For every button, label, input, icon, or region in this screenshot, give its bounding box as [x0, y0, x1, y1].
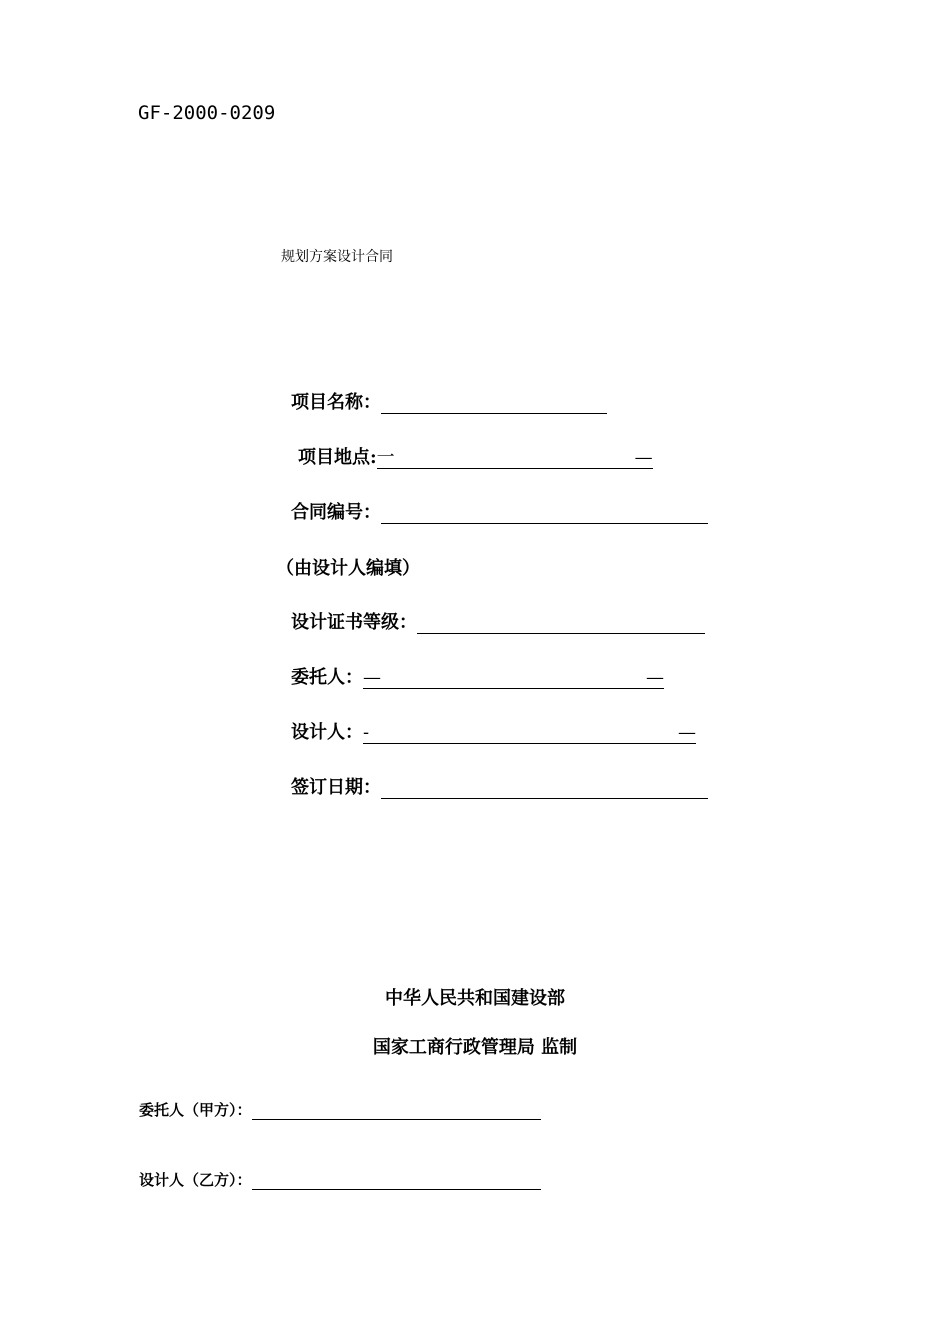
party-b-field — [139, 1166, 541, 1190]
contract-number-field — [291, 498, 708, 524]
project-location-blank[interactable] — [377, 448, 653, 469]
contract-number-blank[interactable] — [381, 503, 708, 524]
contract-title: 规划方案设计合同 — [281, 249, 393, 265]
project-location-prefix: 一 — [376, 447, 395, 468]
project-name-label: 项目名称： — [291, 392, 381, 413]
project-location-field — [298, 443, 653, 469]
party-b-blank[interactable] — [252, 1171, 541, 1190]
filled-by-note: （由设计人编填） — [276, 558, 420, 579]
issuer-ministry: 中华人民共和国建设部 — [385, 988, 565, 1009]
designer-blank[interactable] — [363, 723, 696, 744]
party-b-label: 设计人（乙方）： — [139, 1171, 252, 1189]
client-label: 委托人： — [291, 667, 363, 688]
project-location-label: 项目地点: — [298, 447, 377, 468]
designer-label: 设计人： — [291, 722, 363, 743]
project-location-suffix: — — [634, 447, 653, 468]
designer-prefix: - — [363, 722, 370, 743]
signing-date-field — [291, 773, 708, 799]
project-name-field — [291, 388, 607, 414]
certificate-grade-label: 设计证书等级： — [291, 612, 417, 633]
designer-suffix: — — [678, 722, 696, 743]
signing-date-label: 签订日期： — [291, 777, 381, 798]
certificate-grade-blank[interactable] — [417, 613, 705, 634]
client-suffix: — — [646, 667, 664, 688]
client-field — [291, 663, 664, 689]
party-a-label: 委托人（甲方）： — [139, 1101, 252, 1119]
project-name-blank[interactable] — [381, 393, 607, 414]
party-a-blank[interactable] — [252, 1101, 541, 1120]
client-blank[interactable] — [363, 668, 664, 689]
issuer-administration: 国家工商行政管理局 监制 — [372, 1037, 578, 1058]
party-a-field — [139, 1096, 541, 1120]
document-code: GF-2000-0209 — [138, 102, 276, 124]
signing-date-blank[interactable] — [381, 778, 708, 799]
certificate-grade-field — [291, 608, 705, 634]
contract-number-label: 合同编号： — [291, 502, 381, 523]
client-prefix: — — [363, 667, 381, 688]
designer-field — [291, 718, 696, 744]
